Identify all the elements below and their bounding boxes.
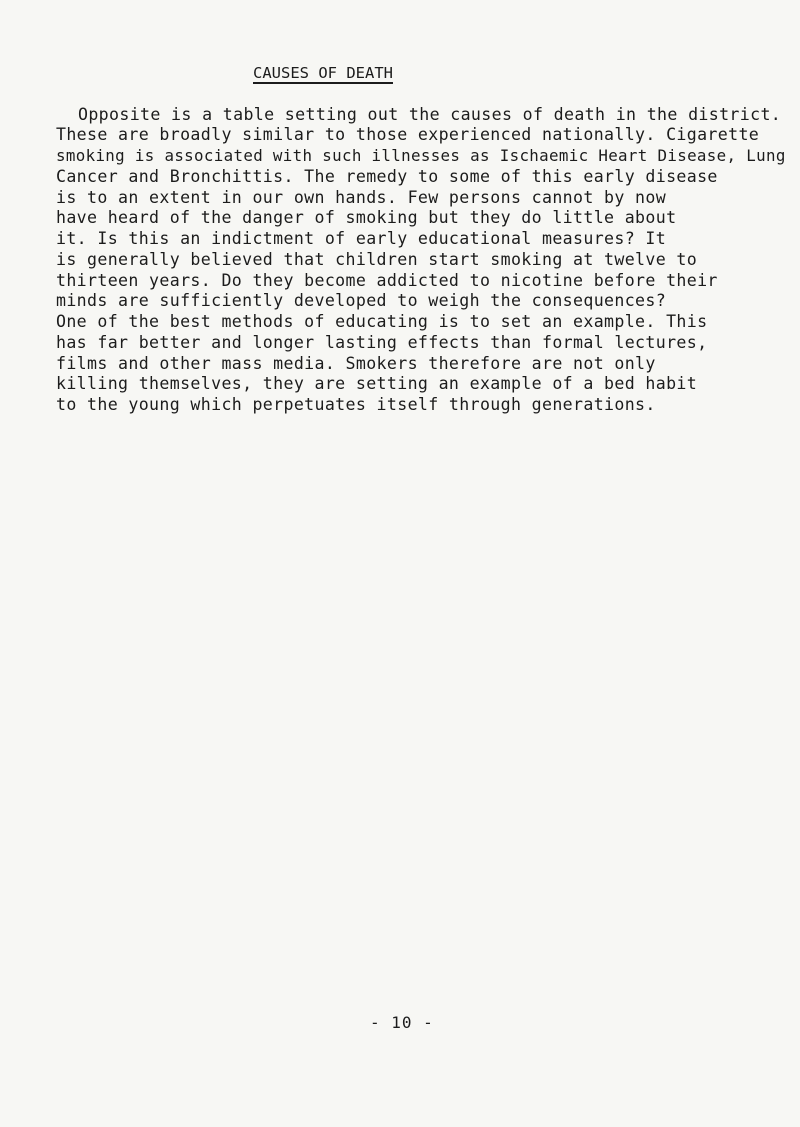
page-number: - 10 - [370, 1013, 434, 1032]
section-heading: CAUSES OF DEATH [253, 64, 393, 82]
body-line-8: is generally believed that children start smoking at twelve to [56, 250, 698, 269]
body-line-7: it. Is this an indictment of early educational measures? It [56, 229, 667, 248]
body-line-4: Cancer and Bronchittis. The remedy to some of this early disease [56, 167, 718, 186]
body-line-3: smoking is associated with such illnesses as Ischaemic Heart Disease, Lung [56, 146, 786, 165]
body-line-10: minds are sufficiently developed to weigh the consequences? [56, 291, 667, 310]
body-line-1: Opposite is a table setting out the causes of death in the district. [78, 105, 782, 124]
body-line-5: is to an extent in our own hands. Few persons cannot by now [56, 188, 667, 207]
body-line-12: has far better and longer lasting effects than formal lectures, [56, 333, 708, 352]
body-line-11: One of the best methods of educating is to set an example. This [56, 312, 708, 331]
body-line-15: to the young which perpetuates itself through generations. [56, 395, 656, 414]
body-line-13: films and other mass media. Smokers therefore are not only [56, 354, 656, 373]
body-line-14: killing themselves, they are setting an example of a bed habit [56, 374, 698, 393]
body-line-6: have heard of the danger of smoking but they do little about [56, 208, 677, 227]
body-line-9: thirteen years. Do they become addicted to nicotine before their [56, 271, 718, 290]
body-line-2: These are broadly similar to those experienced nationally. Cigarette [56, 125, 760, 144]
